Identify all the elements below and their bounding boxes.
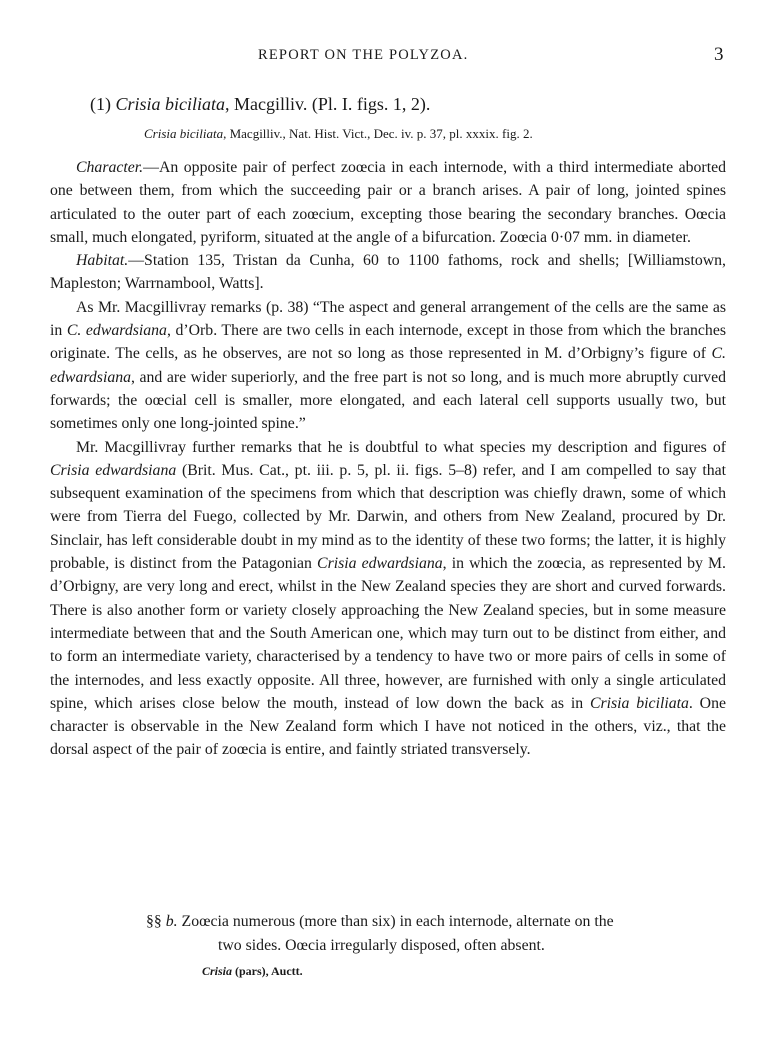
remarks1-text-1: As Mr. Macgillivray remarks (p. 38) “The aspect and general arrangement of the cells are the same as in [50, 298, 726, 340]
section-mark: §§ [146, 913, 162, 930]
remarks2-species-3: Crisia biciliata [589, 694, 689, 712]
citation-reference: , Macgilliv., Nat. Hist. Vict., Dec. iv. p. 37, pl. xxxix. fig. 2. [223, 126, 533, 141]
remarks-paragraph-1 [50, 296, 726, 436]
section-line1-text: Zoœcia numerous (more than six) in each internode, alternate on the [177, 913, 614, 930]
entry-authority: , Macgilliv. (Pl. I. figs. 1, 2). [225, 94, 431, 114]
remarks1-species-1: C. edwardsiana [66, 322, 167, 340]
genus-authority: (pars), Auctt. [232, 964, 303, 978]
remarks2-text-2: (Brit. Mus. Cat., pt. iii. p. 5, pl. ii. figs. 5–8) refer, and I am compelled to say that subsequent examination of the specimens from which that description was chiefly drawn, some of which were from Tierra del Fuego, collected by Mr. Darwin, and others from New Zealand, procured by Dr. Sinclair, has left considerable doubt in my mind as to the identity of these two forms; the latter, it is highly probable, is distinct from the Patagonian [50, 461, 727, 573]
page-header [0, 44, 776, 68]
section-letter: b. [165, 913, 178, 930]
character-text: —An opposite pair of perfect zoœcia in each internode, with a third intermediate aborted one between them, from which the succeeding pair or a branch arises. A pair of long, jointed spines articulated to the outer part of each zoœcium, excepting those bearing the secondary branches. Oœcia small, much elongated, pyriform, situated at the angle of a bifurcation. Zoœcia 0·07 mm. in diameter. [50, 159, 726, 246]
remarks2-text-1: Mr. Macgillivray further remarks that he is doubtful to what species my description and figures of [76, 438, 726, 456]
species-entry-heading [90, 94, 430, 115]
habitat-label: Habitat. [76, 252, 129, 270]
character-paragraph [50, 156, 726, 249]
body-text [50, 156, 726, 762]
entry-species-name: Crisia biciliata [115, 94, 226, 114]
page-number: 3 [714, 44, 724, 65]
remarks2-species-1: Crisia edwardsiana [50, 461, 177, 479]
subsection-line-2: two sides. Oœcia irregularly disposed, often absent. [218, 936, 545, 954]
subsection-line-1 [146, 910, 726, 934]
synonymy-citation [144, 126, 533, 142]
remarks2-text-3: , in which the zoœcia, as represented by M. d’Orbigny, are very long and erect, whilst in the New Zealand species they are short and curved forwards. There is also another form or variety closely approaching the New Zealand species, but in some measure intermediate between that and the South American one, which may turn out to be distinct from either, and to form an intermediate variety, characterised by a tendency to have two or more pairs of cells in some of the internodes, and less exactly opposite. All three, however, are furnished with only a single articulated spine, which arises close below the mouth, instead of low down the back as in [50, 555, 726, 712]
genus-name: Crisia [202, 964, 233, 978]
running-head: REPORT ON THE POLYZOA. [258, 47, 469, 63]
remarks2-text-4: . One character is observable in the New Zealand form which I have not noticed in the others, viz., that the dorsal aspect of the pair of zoœcia is entire, and faintly striated transversely. [50, 694, 726, 759]
genus-note [202, 964, 303, 979]
entry-number: (1) [90, 94, 111, 114]
habitat-text: —Station 135, Tristan da Cunha, 60 to 1100 fathoms, rock and shells; [Williamstown, Mapleston; Warrnambool, Watts]. [50, 252, 726, 293]
character-label: Character. [76, 159, 144, 176]
citation-species-name: Crisia biciliata [144, 126, 224, 141]
remarks2-species-2: Crisia edwardsiana [317, 555, 443, 573]
remarks1-species-2: C. edwardsiana [50, 345, 726, 386]
habitat-paragraph [50, 249, 726, 296]
subsection-heading [146, 910, 726, 957]
remarks1-text-3: , and are wider superiorly, and the free part is not so long, and is much more abruptly curved forwards; the oœcial cell is smaller, more elongated, and each lateral cell supports usually two, but sometimes only one long-jointed spine.” [50, 368, 726, 433]
remarks-paragraph-2 [50, 436, 726, 762]
remarks1-text-2: , d’Orb. There are two cells in each internode, except in those from which the branches originate. The cells, as he observes, are not so long as those represented in M. d’Orbigny’s figure of [50, 322, 726, 363]
